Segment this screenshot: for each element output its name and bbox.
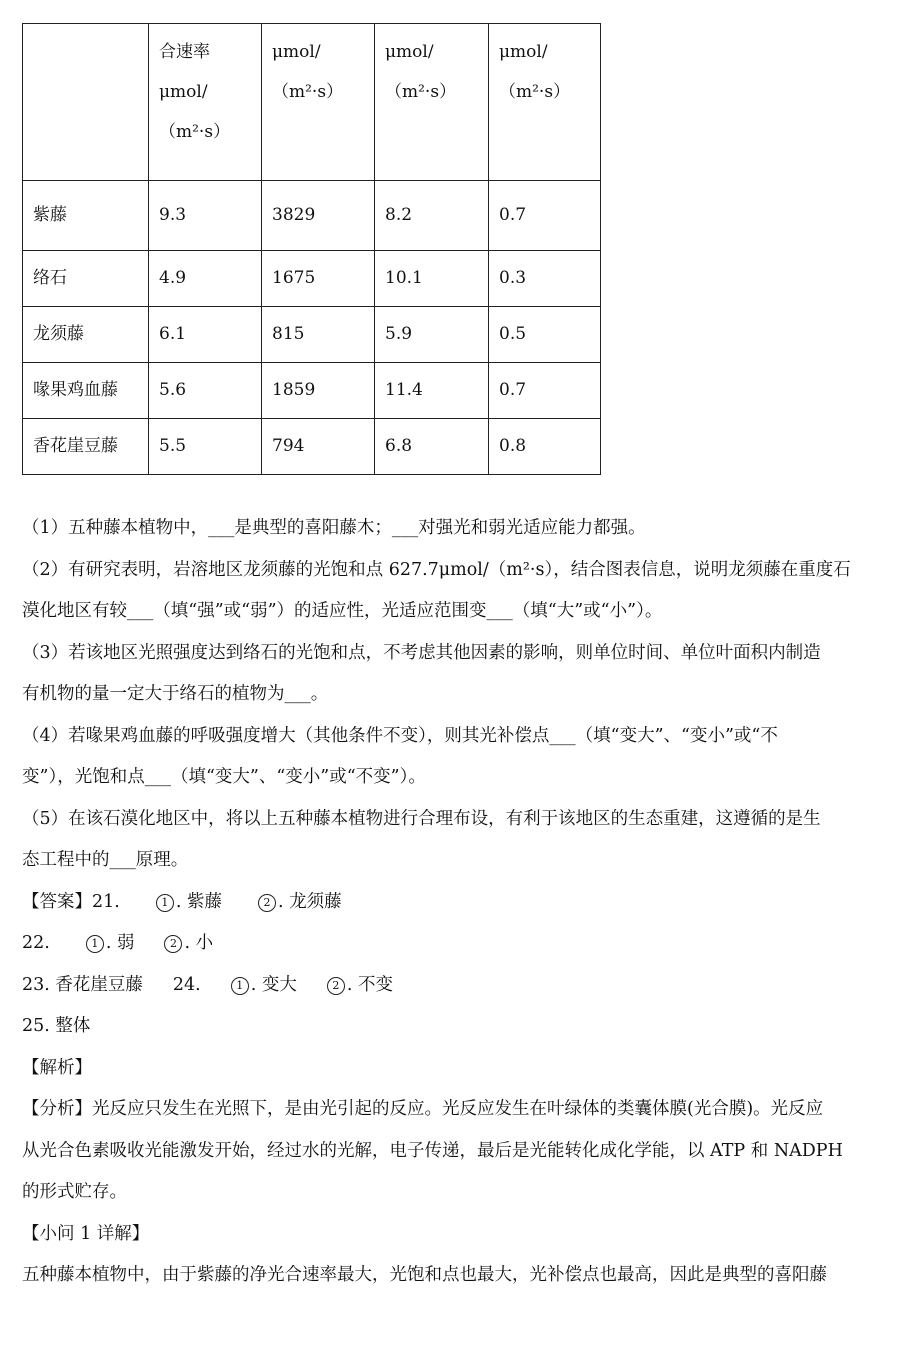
answer-value: 不变 bbox=[358, 974, 394, 995]
question-5-line-1: （5）在该石漠化地区中，将以上五种藤本植物进行合理布设，有利于该地区的生态重建，这遵循的是生 bbox=[22, 808, 821, 829]
table-cell: 0.5 bbox=[489, 307, 601, 363]
sub-question-1-label: 【小问 1 详解】 bbox=[22, 1223, 150, 1244]
answer-number: 22. bbox=[22, 933, 50, 953]
table-cell: 1675 bbox=[262, 251, 375, 307]
header-cell-empty bbox=[23, 24, 149, 181]
table-cell: 4.9 bbox=[149, 251, 262, 307]
header-line: （m²·s） bbox=[159, 122, 231, 142]
table-row bbox=[23, 419, 601, 475]
table-cell: 5.6 bbox=[149, 363, 262, 419]
answer-line-23-24: 23. 香花崖豆藤 24. 1 . 变大 2 . 不变 bbox=[22, 974, 394, 995]
table-header-row bbox=[23, 24, 601, 181]
circled-2-icon: 2 bbox=[164, 935, 182, 953]
plant-name-cell: 紫藤 bbox=[23, 181, 149, 251]
table-cell: 6.8 bbox=[375, 419, 489, 475]
table-cell: 3829 bbox=[262, 181, 375, 251]
answer-value: 弱 bbox=[116, 933, 135, 953]
header-cell-respiration bbox=[489, 24, 601, 181]
header-cell-compensation bbox=[375, 24, 489, 181]
plant-name-cell: 龙须藤 bbox=[23, 307, 149, 363]
plant-name-cell: 络石 bbox=[23, 251, 149, 307]
answer-value: 龙须藤 bbox=[289, 891, 342, 912]
table-row bbox=[23, 307, 601, 363]
analysis-line-2: 从光合色素吸收光能激发开始，经过水的光解，电子传递，最后是光能转化成化学能，以 ATP 和 NADPH bbox=[22, 1140, 843, 1161]
table-cell: 794 bbox=[262, 419, 375, 475]
circled-1-icon: 1 bbox=[86, 935, 104, 953]
table-cell: 0.7 bbox=[489, 181, 601, 251]
plant-name-cell: 香花崖豆藤 bbox=[23, 419, 149, 475]
table-cell: 5.9 bbox=[375, 307, 489, 363]
table-row bbox=[23, 181, 601, 251]
table-cell: 11.4 bbox=[375, 363, 489, 419]
circled-1-icon: 1 bbox=[156, 894, 174, 912]
header-line: μmol/ bbox=[385, 42, 434, 62]
answer-value: 23. 香花崖豆藤 bbox=[22, 974, 143, 995]
question-1: （1）五种藤本植物中，___是典型的喜阳藤木；___对强光和弱光适应能力都强。 bbox=[22, 518, 646, 538]
table-cell: 0.8 bbox=[489, 419, 601, 475]
header-cell-net-rate bbox=[149, 24, 262, 181]
header-line: μmol/ bbox=[272, 42, 321, 62]
table-row bbox=[23, 251, 601, 307]
sub-question-1-line-1: 五种藤本植物中，由于紫藤的净光合速率最大，光饱和点也最大，光补偿点也最高，因此是典型的喜阳藤 bbox=[22, 1265, 827, 1285]
table-cell: 1859 bbox=[262, 363, 375, 419]
answer-line-22: 22. 1 . 弱 2 . 小 bbox=[22, 933, 214, 953]
answer-value: 紫藤 bbox=[186, 891, 222, 912]
question-2-line-1: （2）有研究表明，岩溶地区龙须藤的光饱和点 627.7μmol/（m²·s），结合图表信息，说明龙须藤在重度石 bbox=[22, 559, 851, 580]
circled-2-icon: 2 bbox=[258, 894, 276, 912]
answer-number: 21. bbox=[92, 891, 120, 912]
table-cell: 5.5 bbox=[149, 419, 262, 475]
question-3-line-2: 有机物的量一定大于络石的植物为___。 bbox=[22, 684, 329, 704]
question-5-line-2: 态工程中的___原理。 bbox=[22, 850, 189, 870]
question-4-line-2: 变”），光饱和点___（填“变大”、“变小”或“不变”）。 bbox=[22, 767, 426, 787]
table-cell: 6.1 bbox=[149, 307, 262, 363]
question-3-line-1: （3）若该地区光照强度达到络石的光饱和点，不考虑其他因素的影响，则单位时间、单位叶面积内制造 bbox=[22, 642, 821, 663]
answer-value: 变大 bbox=[261, 974, 297, 995]
header-line: μmol/ bbox=[499, 42, 548, 62]
header-line: （m²·s） bbox=[499, 82, 571, 102]
header-cell-saturation bbox=[262, 24, 375, 181]
analysis-label: 【解析】 bbox=[22, 1057, 92, 1078]
answer-value: 小 bbox=[195, 933, 214, 953]
circled-1-icon: 1 bbox=[231, 977, 249, 995]
analysis-line-1: 【分析】光反应只发生在光照下，是由光引起的反应。光反应发生在叶绿体的类囊体膜(光合膜)。光反应 bbox=[22, 1099, 824, 1119]
table-cell: 0.7 bbox=[489, 363, 601, 419]
table-cell: 10.1 bbox=[375, 251, 489, 307]
header-line: （m²·s） bbox=[385, 82, 457, 102]
analysis-line-3: 的形式贮存。 bbox=[22, 1182, 127, 1202]
circled-2-icon: 2 bbox=[327, 977, 345, 995]
header-line: μmol/ bbox=[159, 82, 208, 102]
answer-label: 【答案】 bbox=[22, 891, 92, 912]
plant-data-table bbox=[22, 23, 601, 475]
answer-line-25: 25. 整体 bbox=[22, 1016, 91, 1036]
header-line: 合速率 bbox=[159, 42, 210, 62]
table-row bbox=[23, 363, 601, 419]
table-cell: 0.3 bbox=[489, 251, 601, 307]
table-cell: 815 bbox=[262, 307, 375, 363]
plant-name-cell: 喙果鸡血藤 bbox=[23, 363, 149, 419]
answer-number: 24. bbox=[172, 974, 201, 995]
question-body bbox=[22, 508, 878, 1297]
answer-line-21: 【答案】21. 1 . 紫藤 2 . 龙须藤 bbox=[22, 891, 342, 912]
header-line: （m²·s） bbox=[272, 82, 344, 102]
question-4-line-1: （4）若喙果鸡血藤的呼吸强度增大（其他条件不变），则其光补偿点___（填“变大”、“变小”或“不 bbox=[22, 725, 778, 746]
table-cell: 8.2 bbox=[375, 181, 489, 251]
table-cell: 9.3 bbox=[149, 181, 262, 251]
question-2-line-2: 漠化地区有较___（填“强”或“弱”）的适应性，光适应范围变___（填“大”或“小”）。 bbox=[22, 601, 663, 621]
